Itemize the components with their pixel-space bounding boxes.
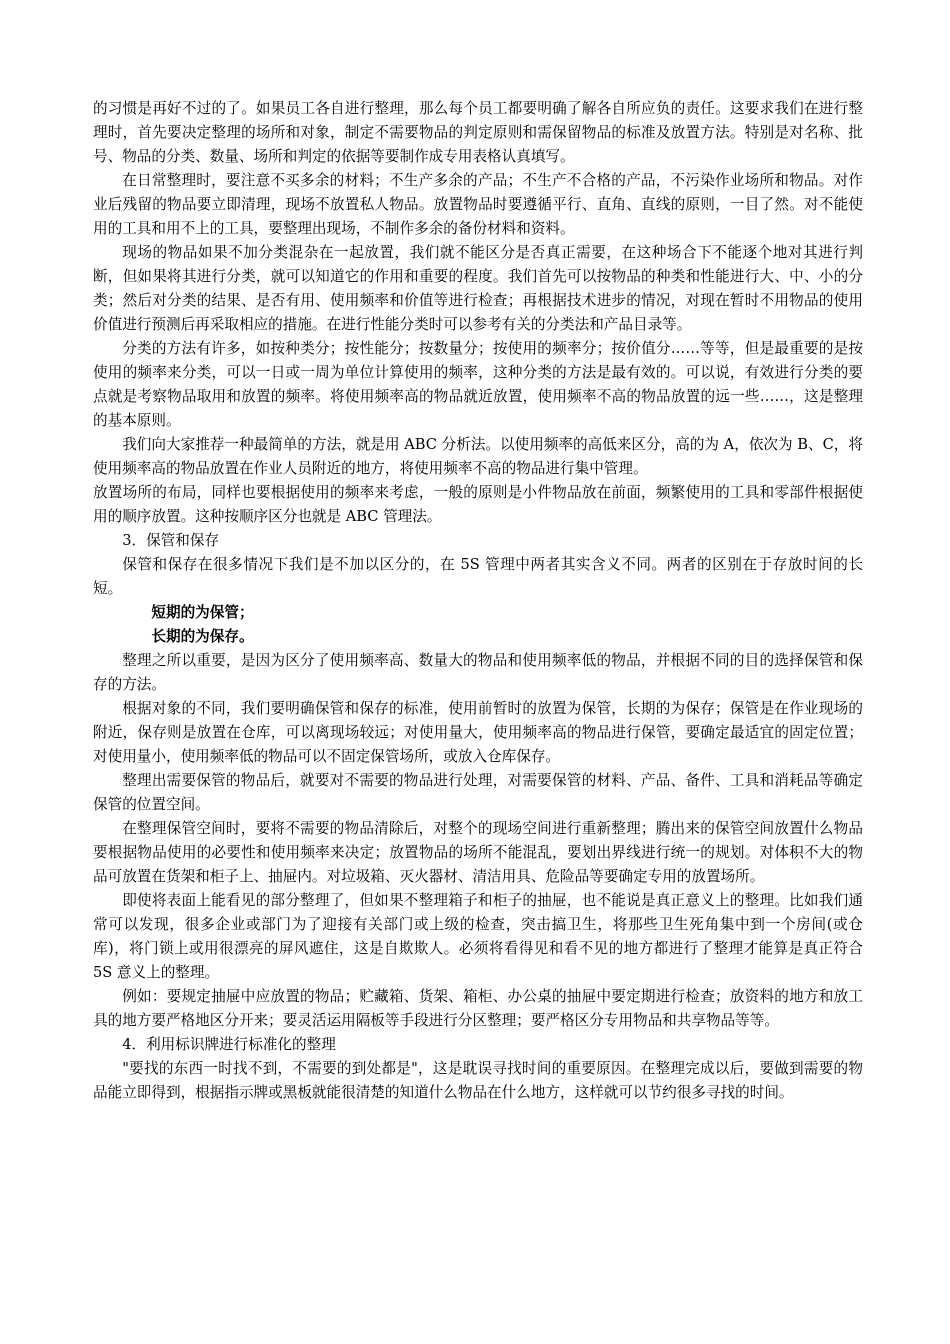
paragraph-hidden-areas: 即使将表面上能看见的部分整理了，但如果不整理箱子和柜子的抽屉，也不能说是真正意义上的整理。比如我们通常可以发现，很多企业或部门为了迎接有关部门或上级的检查，突击搞卫生，将那些卫生死角集中到一个房间(或仓库)，将门锁上或用很漂亮的屏风遮住，这是自欺欺人。必须将看得见和看不见的地方都进行了整理才能算是真正符合 5S 意义上的整理。 (93, 892, 863, 981)
paragraph-disposal: 整理出需要保管的物品后，就要对不需要的物品进行处理，对需要保管的材料、产品、备件、工具和消耗品等确定保管的位置空间。 (93, 772, 863, 813)
paragraph-space: 在整理保管空间时，要将不需要的物品清除后，对整个的现场空间进行重新整理；腾出来的保管空间放置什么物品要根据物品使用的必要性和使用频率来决定；放置物品的场所不能混乱，要划出界线进行统一的规划。对体积不大的物品可放置在货架和柜子上、抽屉内。对垃圾箱、灭火器材、清洁用具、危险品等要确定专用的放置场所。 (93, 820, 863, 885)
paragraph-signage: "要找的东西一时找不到，不需要的到处都是"，这是耽误寻找时间的重要原因。在整理完成以后，要做到需要的物品能立即得到，根据指示牌或黑板就能很清楚的知道什么物品在什么地方，这样就可以节约很多寻找的时间。 (93, 1060, 863, 1101)
paragraph-custody-storage: 保管和保存在很多情况下我们是不加以区分的，在 5S 管理中两者其实含义不同。两者的区别在于存放时间的长短。 (93, 556, 863, 597)
section-heading-4: 4．利用标识牌进行标准化的整理 (122, 1036, 336, 1053)
paragraph-habit-responsibility: 的习惯是再好不过的了。如果员工各自进行整理，那么每个员工都要明确了解各自所应负的责任。这要求我们在进行整理时，首先要决定整理的场所和对象，制定不需要物品的判定原则和需保留物品的标准及放置方法。特别是对名称、批号、物品的分类、数量、场所和判定的依据等要制作成专用表格认真填写。 (93, 100, 863, 165)
section-heading-3: 3．保管和保存 (122, 532, 220, 549)
paragraph-layout: 放置场所的布局，同样也要根据使用的频率来考虑，一般的原则是小件物品放在前面，频繁使用的工具和零部件根据使用的顺序放置。这种按顺序区分也就是 ABC 管理法。 (93, 484, 863, 525)
paragraph-importance: 整理之所以重要，是因为区分了使用频率高、数量大的物品和使用频率低的物品，并根据不同的目的选择保管和保存的方法。 (93, 652, 863, 693)
definition-long-term: 长期的为保存。 (151, 628, 254, 645)
paragraph-classification: 现场的物品如果不加分类混杂在一起放置，我们就不能区分是否真正需要，在这种场合下不能逐个地对其进行判断，但如果将其进行分类，就可以知道它的作用和重要的程度。我们首先可以按物品的种类和性能进行大、中、小的分类；然后对分类的结果、是否有用、使用频率和价值等进行检查；再根据技术进步的情况，对现在暂时不用物品的使用价值进行预测后再采取相应的措施。在进行性能分类时可以参考有关的分类法和产品目录等。 (93, 244, 863, 333)
definition-short-term: 短期的为保管； (151, 604, 254, 621)
paragraph-standards: 根据对象的不同，我们要明确保管和保存的标准，使用前暂时的放置为保管，长期的为保存；保管是在作业现场的附近，保存则是放置在仓库，可以离现场较远；对使用量大，使用频率高的物品进行保管，要确定最适宜的固定位置；对使用量小，使用频率低的物品可以不固定保管场所，或放入仓库保存。 (93, 700, 863, 765)
paragraph-daily-sorting: 在日常整理时，要注意不买多余的材料；不生产多余的产品；不生产不合格的产品，不污染作业场所和物品。对作业后残留的物品要立即清理，现场不放置私人物品。放置物品时要遵循平行、直角、直线的原则，一目了然。对不能使用的工具和用不上的工具，要整理出现场，不制作多余的备份材料和资料。 (93, 172, 863, 237)
paragraph-abc-analysis: 我们向大家推荐一种最简单的方法，就是用 ABC 分析法。以使用频率的高低来区分，高的为 A，依次为 B、C，将使用频率高的物品放置在作业人员附近的地方，将使用频率不高的物品进行集中管理。 (93, 436, 863, 477)
paragraph-examples: 例如：要规定抽屉中应放置的物品；贮藏箱、货架、箱柜、办公桌的抽屉中要定期进行检查；放资料的地方和放工具的地方要严格地区分开来；要灵活运用隔板等手段进行分区整理；要严格区分专用物品和共享物品等等。 (93, 988, 863, 1029)
document-page (93, 97, 863, 1105)
paragraph-classification-methods: 分类的方法有许多，如按种类分；按性能分；按数量分；按使用的频率分；按价值分……等等，但是最重要的是按使用的频率来分类，可以一日或一周为单位计算使用的频率，这种分类的方法是最有效的。可以说，有效进行分类的要点就是考察物品取用和放置的频率。将使用频率高的物品就近放置，使用频率不高的物品放置的远一些……，这是整理的基本原则。 (93, 340, 863, 429)
